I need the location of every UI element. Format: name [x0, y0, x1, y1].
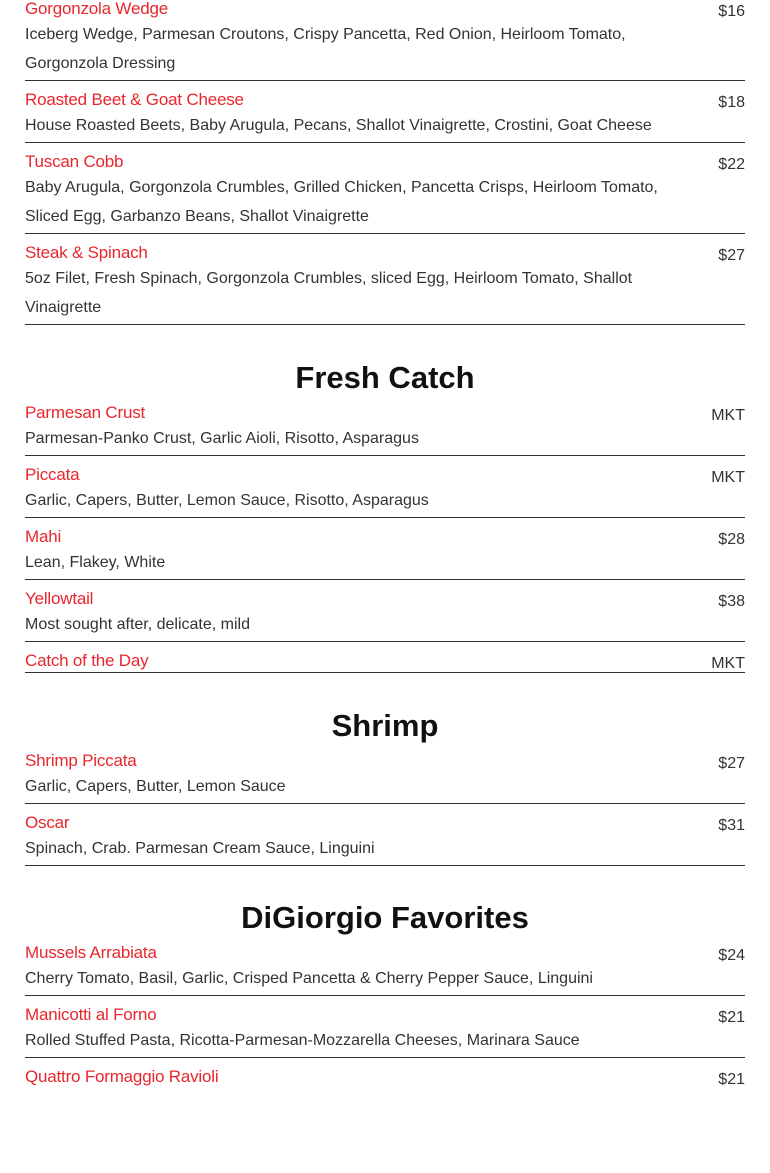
- menu-item: [25, 1058, 745, 1088]
- item-name: Oscar: [25, 813, 70, 832]
- item-description: Garlic, Capers, Butter, Lemon Sauce, Risotto, Asparagus: [25, 492, 429, 509]
- item-price: $28: [718, 531, 745, 548]
- item-price: $21: [718, 1071, 745, 1088]
- menu-item: [25, 934, 745, 996]
- menu-item: [25, 580, 745, 642]
- item-price: $16: [718, 3, 745, 20]
- item-price: $21: [718, 1009, 745, 1026]
- menu-item: [25, 804, 745, 866]
- item-name: Shrimp Piccata: [25, 751, 137, 770]
- item-description: Rolled Stuffed Pasta, Ricotta-Parmesan-Mozzarella Cheeses, Marinara Sauce: [25, 1032, 580, 1049]
- menu-item: [25, 81, 745, 143]
- item-price: $22: [718, 156, 745, 173]
- item-description: Cherry Tomato, Basil, Garlic, Crisped Pancetta & Cherry Pepper Sauce, Linguini: [25, 970, 593, 987]
- item-name: Gorgonzola Wedge: [25, 0, 168, 18]
- item-description: Baby Arugula, Gorgonzola Crumbles, Grilled Chicken, Pancetta Crisps, Heirloom Tomato, Sliced Egg, Garbanzo Beans, Shallot Vinaigrette: [25, 179, 658, 225]
- item-description: Parmesan-Panko Crust, Garlic Aioli, Risotto, Asparagus: [25, 430, 419, 447]
- item-description: Iceberg Wedge, Parmesan Croutons, Crispy Pancetta, Red Onion, Heirloom Tomato, Gorgonzola Dressing: [25, 26, 626, 72]
- menu-item: [25, 996, 745, 1058]
- item-price: MKT: [711, 655, 745, 672]
- item-price: $31: [718, 817, 745, 834]
- item-name: Mussels Arrabiata: [25, 943, 157, 962]
- item-description: Lean, Flakey, White: [25, 554, 166, 571]
- menu-item: [25, 234, 745, 325]
- section-title-fresh-catch: Fresh Catch: [295, 360, 475, 395]
- menu-item: [25, 394, 745, 456]
- menu-item: [25, 518, 745, 580]
- item-name: Tuscan Cobb: [25, 152, 124, 171]
- item-price: MKT: [711, 407, 745, 424]
- item-price: $24: [718, 947, 745, 964]
- section-title-digiorgio-favorites: DiGiorgio Favorites: [241, 900, 529, 935]
- item-price: $18: [718, 94, 745, 111]
- item-price: $38: [718, 593, 745, 610]
- item-name: Piccata: [25, 465, 80, 484]
- menu: [25, 0, 745, 1088]
- item-description: House Roasted Beets, Baby Arugula, Pecans, Shallot Vinaigrette, Crostini, Goat Cheese: [25, 117, 652, 134]
- item-name: Roasted Beet & Goat Cheese: [25, 90, 244, 109]
- menu-item: [25, 143, 745, 234]
- item-name: Manicotti al Forno: [25, 1005, 157, 1024]
- item-name: Steak & Spinach: [25, 243, 148, 262]
- section-title-shrimp: Shrimp: [331, 708, 439, 743]
- menu-item: [25, 0, 745, 81]
- item-name: Parmesan Crust: [25, 403, 146, 422]
- item-description: Garlic, Capers, Butter, Lemon Sauce: [25, 778, 286, 795]
- item-name: Mahi: [25, 527, 62, 546]
- item-price: $27: [718, 755, 745, 772]
- item-price: $27: [718, 247, 745, 264]
- item-name: Catch of the Day: [25, 651, 149, 670]
- item-name: Yellowtail: [25, 589, 94, 608]
- menu-item: [25, 742, 745, 804]
- menu-item: [25, 456, 745, 518]
- item-name: Quattro Formaggio Ravioli: [25, 1067, 219, 1086]
- item-description: Most sought after, delicate, mild: [25, 616, 250, 633]
- item-description: 5oz Filet, Fresh Spinach, Gorgonzola Crumbles, sliced Egg, Heirloom Tomato, Shallot Vinaigrette: [25, 270, 633, 316]
- menu-item: [25, 642, 745, 673]
- item-description: Spinach, Crab. Parmesan Cream Sauce, Linguini: [25, 840, 375, 857]
- item-price: MKT: [711, 469, 745, 486]
